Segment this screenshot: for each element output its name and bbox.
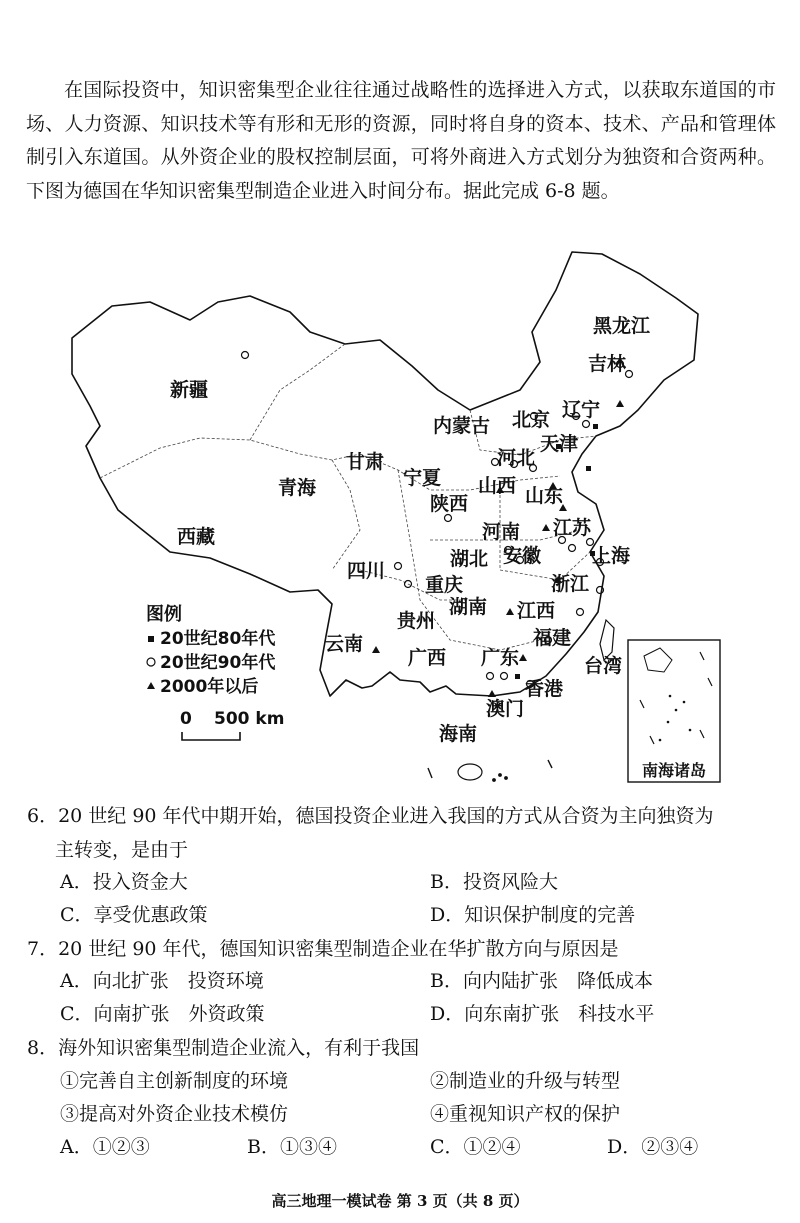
label-hebei: 河北	[497, 447, 536, 469]
q7-option-d[interactable]: D．向东南扩张 科技水平	[430, 1003, 655, 1025]
label-guangxi: 广西	[408, 647, 447, 669]
q6-option-d[interactable]: D．知识保护制度的完善	[430, 904, 636, 926]
label-zhejiang: 浙江	[551, 573, 590, 595]
q8-option-d[interactable]: D．②③④	[607, 1136, 699, 1158]
south-china-sea-inset	[628, 640, 720, 782]
map-legend	[146, 603, 284, 740]
label-jiangsu: 江苏	[553, 517, 592, 539]
label-tianjin: 天津	[540, 433, 579, 455]
q8-statement-3: ③提高对外资企业技术模仿	[60, 1103, 289, 1125]
q8-option-b[interactable]: B．①③④	[247, 1136, 337, 1158]
label-yunnan: 云南	[325, 633, 364, 655]
label-hainan: 海南	[439, 723, 478, 745]
label-gansu: 甘肃	[346, 451, 385, 473]
q6-option-b[interactable]: B．投资风险大	[430, 871, 558, 893]
q7-option-c[interactable]: C．向南扩张 外资政策	[60, 1003, 265, 1025]
q7-option-b[interactable]: B．向内陆扩张 降低成本	[430, 970, 653, 992]
label-ningxia: 宁夏	[403, 467, 442, 489]
label-guangdong: 广东	[481, 647, 520, 669]
label-sichuan: 四川	[347, 560, 386, 582]
label-beijing: 北京	[512, 409, 551, 431]
taiwan-island	[600, 620, 614, 660]
label-xinjiang: 新疆	[170, 379, 209, 401]
legend-title: 图例	[146, 604, 182, 625]
label-liaoning: 辽宁	[562, 399, 601, 421]
label-shaanxi: 陕西	[430, 493, 469, 515]
q7-option-a[interactable]: A．向北扩张 投资环境	[60, 970, 264, 992]
label-henan: 河南	[482, 521, 521, 543]
page-footer: 高三地理一模试卷 第 3 页（共 8 页）	[271, 1192, 529, 1210]
label-xizang: 西藏	[177, 526, 216, 548]
intro-paragraph: 在国际投资中，知识密集型企业往往通过战略性的选择进入方式，以获取东道国的市场、人力资源、知识技术等有形和无形的资源，同时将自身的资本、技术、产品和管理体制引入东道国。从外资企业的股权控制层面，可将外商进入方式划分为独资和合资两种。下图为德国在华知识密集型制造企业进入时间分布。据此完成 6-8 题。	[26, 79, 776, 202]
label-aomen: 澳门	[486, 698, 525, 720]
label-shandong: 山东	[525, 485, 564, 507]
scale-label: 500 km	[214, 709, 285, 729]
q8-statement-1: ①完善自主创新制度的环境	[60, 1070, 289, 1092]
south-sea-dashes	[428, 760, 552, 781]
q6-stem-line2: 主转变，是由于	[55, 839, 189, 861]
label-guizhou: 贵州	[397, 610, 436, 632]
q8-stem: 8．海外知识密集型制造企业流入，有利于我国	[27, 1037, 420, 1059]
q8-option-c[interactable]: C．①②④	[430, 1136, 521, 1158]
q6-stem-line1: 6．20 世纪 90 年代中期开始，德国投资企业进入我国的方式从合资为主向独资为	[27, 805, 714, 827]
label-heilongjiang: 黑龙江	[593, 315, 651, 337]
label-shanghai: 上海	[592, 545, 631, 567]
label-chongqing: 重庆	[425, 574, 464, 596]
label-jilin: 吉林	[588, 353, 627, 375]
hainan-island	[458, 764, 482, 780]
legend-1990s: 20世纪90年代	[160, 653, 276, 673]
label-qinghai: 青海	[278, 477, 317, 499]
legend-1980s: 20世纪80年代	[160, 629, 276, 649]
legend-2000s: 2000年以后	[160, 677, 259, 697]
label-hunan: 湖南	[449, 596, 488, 618]
q8-statement-4: ④重视知识产权的保护	[430, 1103, 621, 1125]
label-anhui: 安徽	[503, 545, 542, 567]
q7-stem: 7．20 世纪 90 年代，德国知识密集型制造企业在华扩散方向与原因是	[27, 938, 619, 960]
label-neimenggu: 内蒙古	[433, 415, 491, 437]
label-taiwan: 台湾	[584, 655, 623, 677]
label-xianggang: 香港	[525, 678, 564, 700]
q6-option-a[interactable]: A．投入资金大	[60, 871, 188, 893]
q6-option-c[interactable]: C．享受优惠政策	[60, 904, 208, 926]
china-map	[0, 240, 800, 800]
label-fujian: 福建	[533, 627, 572, 649]
scale-zero: 0	[180, 709, 192, 729]
q8-option-a[interactable]: A．①②③	[60, 1136, 150, 1158]
label-hubei: 湖北	[450, 548, 489, 570]
q8-statement-2: ②制造业的升级与转型	[430, 1070, 621, 1092]
label-shanxi: 山西	[478, 475, 517, 497]
inset-label: 南海诸岛	[641, 761, 707, 780]
label-jiangxi: 江西	[517, 600, 556, 622]
